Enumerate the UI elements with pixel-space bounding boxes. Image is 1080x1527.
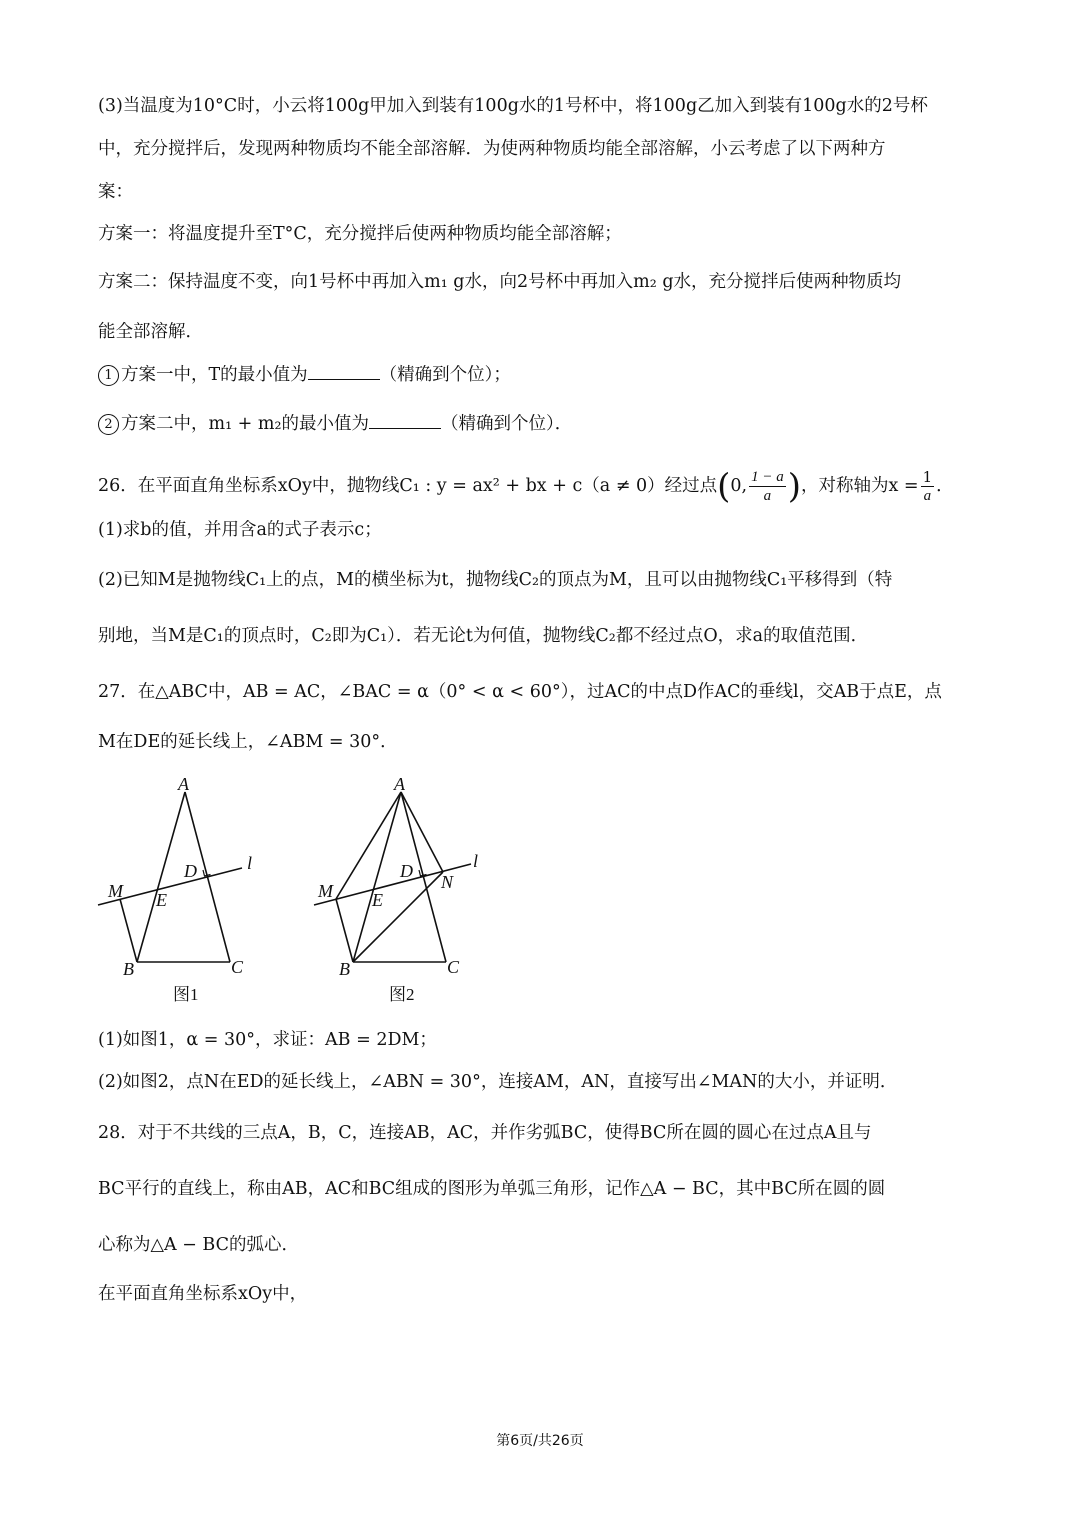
segment-AM: [336, 792, 401, 899]
q26-stem: [98, 468, 954, 505]
label-E: E: [156, 890, 167, 910]
q26-part-2-cont: 别地，当M是C₁的顶点时，C₂即为C₁）．若无论t为何值，抛物线C₂都不经过点O，求a的取值范围．: [98, 626, 869, 646]
fraction-numerator: 1 − a: [751, 469, 784, 485]
label-D: D: [184, 861, 197, 881]
answer-blank-1: [308, 365, 380, 380]
q26-point-x: 0,: [730, 476, 748, 496]
q26-point-fraction: [749, 468, 786, 505]
segment-MB: [120, 899, 137, 962]
segment-AN: [401, 792, 443, 872]
q26-part-2: (2)已知M是抛物线C₁上的点，M的横坐标为t，抛物线C₂的顶点为M，且可以由抛物线C₁平移得到（特: [98, 570, 893, 590]
q25-line-2: 中，充分搅拌后，发现两种物质均不能全部溶解．为使两种物质均能全部溶解，小云考虑了以下两种方: [98, 139, 886, 159]
paren-close: ): [787, 466, 801, 507]
segment-AB: [137, 792, 185, 962]
q25-plan-2-cont: 能全部溶解．: [98, 322, 203, 342]
label-E: E: [372, 890, 383, 910]
label-M: M: [318, 881, 333, 901]
segment-MB: [336, 899, 353, 962]
q28-line-3: 心称为△A − BC的弧心．: [98, 1235, 299, 1255]
segment-AB: [353, 792, 401, 962]
label-M: M: [108, 881, 123, 901]
circled-number-1: 1: [98, 365, 119, 386]
label-N: N: [441, 872, 454, 892]
q26-axis-text: ，对称轴为x =: [800, 476, 919, 496]
figure-2: [306, 772, 506, 1016]
label-D: D: [400, 861, 413, 881]
fraction-numerator: 1: [922, 468, 933, 486]
q28-line-2: BC平行的直线上，称由AB，AC和BC组成的图形为单弧三角形，记作△A − BC，其中BC所在圆的圆: [98, 1179, 886, 1199]
q27-stem: 27．在△ABC中，AB = AC，∠BAC = α（0° < α < 60°），过AC的中点D作AC的垂线l，交AB于点E，点: [98, 682, 942, 702]
label-B: B: [339, 959, 350, 979]
label-A: A: [394, 774, 405, 794]
label-B: B: [123, 959, 134, 979]
q27-part-1: (1)如图1，α = 30°，求证：AB = 2DM；: [98, 1030, 437, 1050]
circled-number-2: 2: [98, 414, 119, 435]
figure-2-caption: 图2: [389, 985, 415, 1004]
page-number-footer: 第6页/共26页: [496, 1433, 584, 1449]
q27-part-2: (2)如图2，点N在ED的延长线上，∠ABN = 30°，连接AM，AN，直接写出∠MAN的大小，并证明．: [98, 1072, 898, 1092]
figure-2-diagram: [306, 772, 506, 1012]
q25-sub2-text: 方案二中，m₁ + m₂的最小值为: [121, 414, 370, 434]
q26-axis-end: ．: [936, 476, 954, 496]
q25-sub1-text: 方案一中，T的最小值为: [121, 365, 308, 385]
fraction-denominator: a: [763, 488, 772, 504]
paren-open: (: [717, 466, 731, 507]
figure-1-caption: 图1: [173, 985, 199, 1004]
q25-line-1: (3)当温度为10°C时，小云将100g甲加入到装有100g水的1号杯中，将100g乙加入到装有100g水的2号杯: [98, 96, 928, 116]
label-C: C: [447, 957, 460, 977]
q25-plan-1: 方案一：将温度提升至T°C，充分搅拌后使两种物质均能全部溶解；: [98, 224, 622, 244]
q26-part-1: (1)求b的值，并用含a的式子表示c；: [98, 520, 382, 540]
q26-head: 26．在平面直角坐标系xOy中，抛物线C₁ : y = ax² + bx + c（a ≠ 0）经过点: [98, 476, 718, 496]
label-A: A: [178, 774, 189, 794]
label-C: C: [231, 957, 244, 977]
q25-sub-question-1: [98, 363, 511, 387]
q25-plan-2: 方案二：保持温度不变，向1号杯中再加入m₁ g水，向2号杯中再加入m₂ g水，充分搅拌后使两种物质均: [98, 272, 902, 292]
figure-1: [90, 772, 280, 1016]
label-l: l: [473, 851, 479, 871]
q25-line-3: 案：: [98, 182, 133, 202]
q28-line-1: 28．对于不共线的三点A，B，C，连接AB，AC，并作劣弧BC，使得BC所在圆的圆心在过点A且与: [98, 1123, 872, 1143]
q25-sub1-tail: （精确到个位）；: [379, 365, 511, 385]
q28-line-4: 在平面直角坐标系xOy中，: [98, 1284, 308, 1304]
answer-blank-2: [369, 414, 441, 429]
fraction-denominator: a: [923, 488, 932, 504]
label-l: l: [247, 853, 253, 873]
q27-stem-cont: M在DE的延长线上，∠ABM = 30°．: [98, 732, 398, 752]
q25-sub2-tail: （精确到个位）．: [441, 414, 573, 434]
q25-sub-question-2: [98, 412, 572, 436]
q26-axis-fraction: [921, 468, 935, 505]
figure-1-diagram: [90, 772, 280, 1012]
